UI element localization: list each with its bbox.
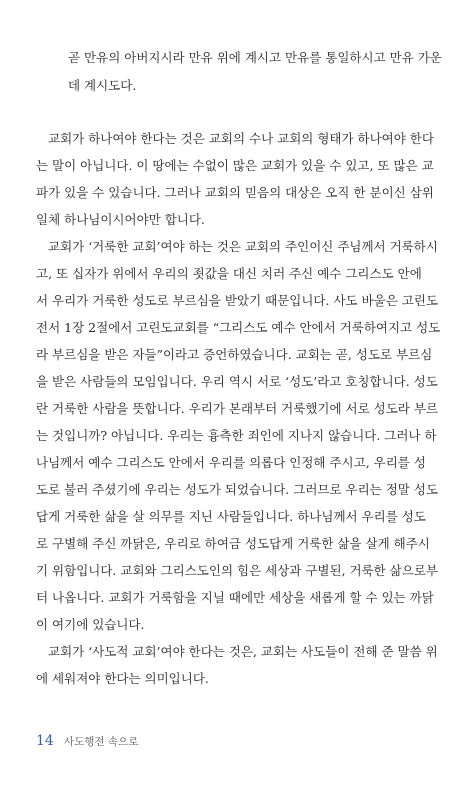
- paragraph-line: 답게 거룩한 삶을 살 의무를 지닌 사람들입니다. 하나님께서 우리를 성도: [36, 509, 426, 524]
- page-number: 14: [36, 733, 54, 749]
- paragraph-line: 일체 하나님이시어야만 합니다.: [36, 212, 205, 227]
- paragraph-line: 교회가 ‘사도적 교회’여야 한다는 것은, 교회는 사도들이 전해 준 말씀 위: [48, 644, 438, 659]
- paragraph-line: 교회가 하나여야 한다는 것은 교회의 수나 교회의 형태가 하나여야 한다: [48, 131, 434, 146]
- paragraph-line: 기 위함입니다. 교회와 그리스도인의 힘은 세상과 구별된, 거룩한 삶으로부: [36, 563, 438, 578]
- paragraph-line: 교회가 ‘거룩한 교회’여야 하는 것은 교회의 주인이신 주님께서 거룩하시: [48, 239, 438, 254]
- paragraph-line: 고, 또 십자가 위에서 우리의 죗값을 대신 치러 주신 예수 그리스도 안에: [36, 266, 422, 281]
- quote-block: [68, 44, 442, 100]
- paragraph-line: 터 나옵니다. 교회가 거룩함을 지닐 때에만 세상을 새롭게 할 수 있는 까닭: [36, 590, 434, 605]
- paragraph-line: 는 것입니까? 아닙니다. 우리는 흉측한 죄인에 지나지 않습니다. 그러나 하: [36, 428, 437, 443]
- paragraph-line: 란 거룩한 사람을 뜻합니다. 우리가 본래부터 거룩했기에 서로 성도라 부르: [36, 401, 438, 416]
- paragraph-line: 는 말이 아닙니다. 이 땅에는 수없이 많은 교회가 있을 수 있고, 또 많은 교: [36, 158, 434, 173]
- paragraph-line: 도로 불러 주셨기에 우리는 성도가 되었습니다. 그러므로 우리는 정말 성도: [36, 482, 438, 497]
- paragraph-line: 나님께서 예수 그리스도 안에서 우리를 의롭다 인정해 주시고, 우리를 성: [36, 455, 426, 470]
- paragraph-line: 라 부르심을 받은 자들”이라고 증언하였습니다. 교회는 곧, 성도로 부르심: [36, 347, 433, 362]
- paragraph-line: 이 여기에 있습니다.: [36, 617, 145, 632]
- body-text: [36, 125, 440, 692]
- paragraph-line: 전서 1장 2절에서 고린도교회를 “그리스도 예수 안에서 거룩하여지고 성도: [36, 320, 441, 335]
- paragraph-line: 파가 있을 수 있습니다. 그러나 교회의 믿음의 대상은 오직 한 분이신 삼위: [36, 185, 434, 200]
- paragraph-line: 을 받은 사람들의 모임입니다. 우리 역시 서로 ‘성도’라고 호칭합니다. 성도: [36, 374, 438, 389]
- quote-line: 데 계시도다.: [68, 78, 137, 93]
- running-head: 사도행전 속으로: [64, 736, 139, 748]
- quote-line: 곧 만유의 아버지시라 만유 위에 계시고 만유를 통일하시고 만유 가운: [68, 50, 442, 65]
- paragraph-line: 에 세워져야 한다는 의미입니다.: [36, 671, 209, 686]
- paragraph-line: 서 우리가 거룩한 성도로 부르심을 받았기 때문입니다. 사도 바울은 고린도: [36, 293, 438, 308]
- paragraph-line: 로 구별해 주신 까닭은, 우리로 하여금 성도답게 거룩한 삶을 살게 해주시: [36, 536, 430, 551]
